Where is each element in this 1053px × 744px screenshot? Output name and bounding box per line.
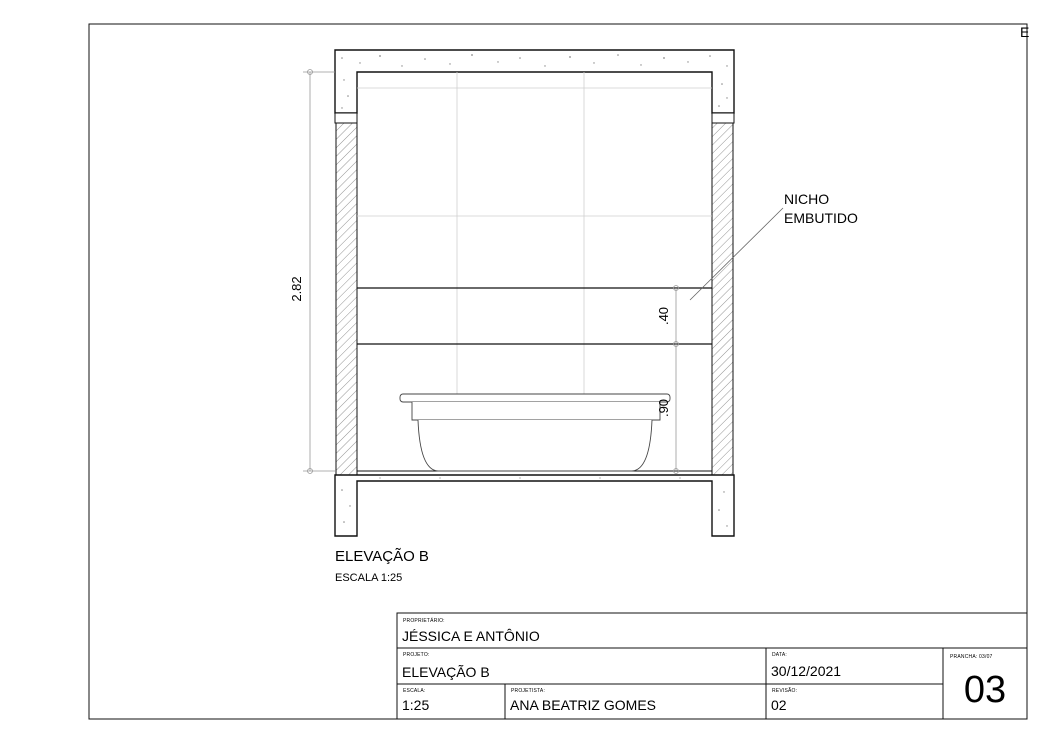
revision-value: 02 [771,697,787,713]
top-slab [335,50,734,113]
drawing-scale: ESCALA 1:25 [335,572,403,584]
annotation-line1: NICHO [784,191,830,207]
project-label: PROJETO: [403,652,430,658]
elevation-drawing [289,50,858,536]
right-column-upper [712,113,734,123]
left-column-upper [335,113,357,123]
sheet-border [89,24,1030,719]
total-height-label: 2.82 [289,276,304,302]
project-value: ELEVAÇÃO B [402,664,490,680]
scale-label: ESCALA: [403,688,426,694]
left-wall-hatch [336,123,357,475]
total-height-dimension [303,70,335,474]
scale-value: 1:25 [402,697,430,713]
niche-dimensions [674,286,679,474]
sheet-number-value: 03 [963,669,1007,711]
niche-height-label: .40 [656,306,671,326]
bottom-slab [335,475,734,536]
designer-value: ANA BEATRIZ GOMES [510,697,656,713]
revision-label: REVISÃO: [772,688,798,694]
owner-value: JÉSSICA E ANTÔNIO [402,628,540,644]
corner-mark: E [1020,24,1030,40]
niche-leader-line [690,208,783,300]
bathtub [400,394,670,471]
niche-base-height-label: .90 [656,398,671,418]
tile-grid [357,72,712,400]
sheet-number-label: PRANCHA: 03/07 [950,654,993,660]
owner-label: PROPRIETÁRIO: [403,618,445,624]
designer-label: PROJETISTA: [511,688,546,694]
right-wall-hatch [712,123,733,475]
date-value: 30/12/2021 [771,663,842,679]
annotation-line2: EMBUTIDO [784,210,858,226]
date-label: DATA: [772,652,787,658]
drawing-title: ELEVAÇÃO B [335,548,429,565]
